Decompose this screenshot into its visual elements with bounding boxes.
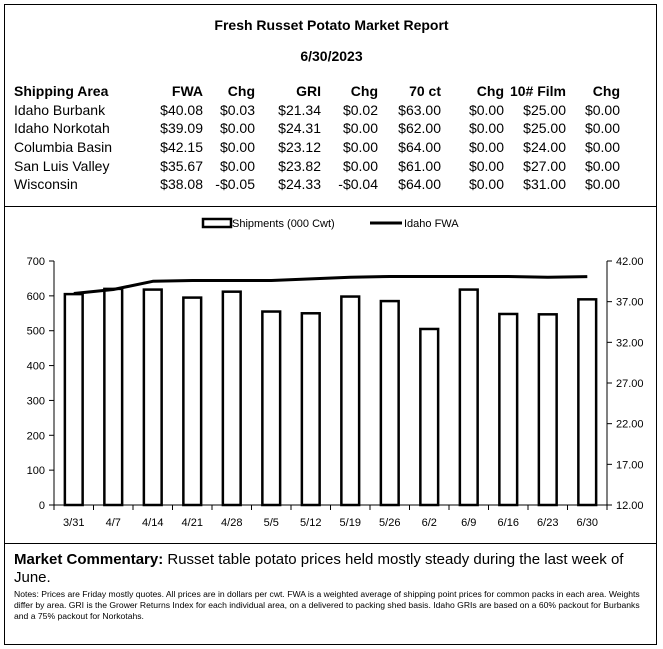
shipment-bars: [65, 289, 596, 505]
table-cell: $0.00: [219, 120, 255, 137]
x-tick-label: 5/26: [379, 517, 401, 529]
report-notes: Notes: Prices are Friday mostly quotes. All prices are in dollars per cwt. FWA is a weighted average of shipping point prices for common packs in each area. Weights differ by area. GRI is the Grower Returns Index for each individual area, on a delivered to packing shed basis. Idaho GRIs are based on a 60% packout for Burbanks and a 75% packout for Norkotahs.: [14, 589, 640, 621]
table-cell: Wisconsin: [14, 176, 78, 193]
table-cell: $0.00: [219, 157, 255, 174]
table-cell: $0.00: [584, 139, 620, 156]
report-title: Fresh Russet Potato Market Report: [214, 17, 449, 33]
table-cell: $0.00: [584, 101, 620, 118]
table-cell: $24.33: [278, 176, 321, 193]
x-tick-label: 6/9: [461, 517, 477, 529]
x-tick-label: 3/31: [63, 517, 85, 529]
y-left-tick-label: 600: [26, 290, 45, 303]
commentary-label: Market Commentary:: [14, 551, 164, 568]
table-cell: $0.00: [342, 139, 378, 156]
table-cell: $0.00: [584, 157, 620, 174]
table-cell: Idaho Burbank: [14, 101, 106, 118]
table-cell: $42.15: [160, 139, 203, 156]
table-cell: $0.00: [468, 157, 504, 174]
table-cell: $0.02: [342, 101, 378, 118]
table-cell: $27.00: [523, 157, 566, 174]
table-cell: $40.08: [160, 101, 203, 118]
x-tick-label: 5/12: [300, 517, 322, 529]
table-row: [14, 101, 620, 120]
report-date: 6/30/2023: [300, 48, 363, 64]
table-cell: $23.82: [278, 157, 321, 174]
column-header: Chg: [350, 83, 378, 100]
table-cell: $23.12: [278, 139, 321, 156]
y-right-tick-label: 12.00: [616, 500, 644, 512]
table-cell: $64.00: [398, 139, 441, 156]
table-cell: $64.00: [398, 176, 441, 193]
price-table: [14, 82, 620, 194]
y-left-tick-label: 500: [26, 325, 45, 338]
x-tick-label: 6/30: [576, 517, 598, 529]
y-right-tick-label: 37.00: [616, 296, 644, 309]
legend-label-shipments: Shipments (000 Cwt): [232, 218, 335, 230]
shipment-bar: [262, 312, 280, 505]
legend-swatch-shipments: [203, 219, 231, 227]
table-cell: $63.00: [398, 101, 441, 118]
table-cell: Idaho Norkotah: [14, 120, 110, 137]
x-tick-label: 6/23: [537, 517, 559, 529]
shipment-bar: [302, 313, 320, 505]
table-cell: $0.00: [584, 176, 620, 193]
table-cell: Columbia Basin: [14, 139, 113, 156]
table-row: [14, 175, 620, 194]
shipment-bar: [578, 299, 596, 505]
table-cell: $39.09: [160, 120, 203, 137]
market-commentary: [14, 551, 654, 587]
table-cell: $0.00: [468, 139, 504, 156]
shipment-bar: [381, 301, 399, 505]
y-right-tick-label: 17.00: [616, 459, 644, 472]
table-cell: $0.00: [342, 157, 378, 174]
shipments-fwa-chart: [4, 207, 657, 539]
shipment-bar: [341, 297, 359, 505]
x-tick-label: 5/5: [263, 517, 279, 529]
table-row: [14, 138, 620, 157]
x-tick-label: 4/21: [181, 517, 203, 529]
table-cell: $25.00: [523, 101, 566, 118]
column-header: FWA: [171, 83, 203, 100]
x-tick-label: 4/28: [221, 517, 243, 529]
y-right-tick-label: 32.00: [616, 337, 644, 350]
column-header: Chg: [476, 83, 504, 100]
x-tick-label: 6/2: [421, 517, 437, 529]
column-header: Chg: [592, 83, 620, 100]
x-tick-label: 4/14: [142, 517, 164, 529]
column-header: GRI: [296, 83, 321, 100]
y-left-tick-label: 200: [26, 430, 45, 443]
shipment-bar: [539, 314, 557, 505]
table-cell: $61.00: [398, 157, 441, 174]
table-cell: $31.00: [523, 176, 566, 193]
table-cell: $0.00: [584, 120, 620, 137]
table-cell: $38.08: [160, 176, 203, 193]
table-cell: $24.31: [278, 120, 321, 137]
table-row: [14, 119, 620, 138]
chart-legend: [203, 218, 459, 230]
column-header: Shipping Area: [14, 83, 109, 100]
y-left-tick-label: 700: [26, 256, 45, 268]
shipment-bar: [460, 290, 478, 505]
y-left-tick-label: 400: [26, 360, 45, 373]
legend-label-fwa: Idaho FWA: [404, 218, 459, 230]
shipment-bar: [183, 298, 201, 505]
x-tick-label: 4/7: [105, 517, 121, 529]
table-cell: $0.00: [342, 120, 378, 137]
y-right-tick-label: 42.00: [616, 256, 644, 268]
shipment-bar: [65, 294, 83, 505]
shipment-bar: [420, 329, 438, 505]
x-tick-label: 6/16: [497, 517, 519, 529]
y-left-tick-label: 0: [38, 500, 45, 512]
table-cell: $24.00: [523, 139, 566, 156]
shipment-bar: [223, 292, 241, 505]
table-cell: $0.00: [468, 101, 504, 118]
table-cell: -$0.05: [215, 176, 255, 193]
y-right-tick-label: 27.00: [616, 378, 644, 390]
shipment-bar: [144, 290, 162, 505]
column-header: 10# Film: [509, 83, 566, 100]
y-left-tick-label: 300: [26, 395, 45, 408]
table-cell: $0.00: [468, 176, 504, 193]
table-cell: San Luis Valley: [14, 157, 110, 174]
table-cell: $0.00: [468, 120, 504, 137]
column-header: Chg: [227, 83, 255, 100]
table-cell: $62.00: [398, 120, 441, 137]
table-cell: $35.67: [160, 157, 203, 174]
table-cell: $0.00: [219, 139, 255, 156]
table-row: [14, 156, 620, 175]
chart-bottom-divider: [4, 543, 657, 544]
commentary-text: Russet table potato prices held mostly steady during the last week of June.: [14, 551, 624, 586]
y-left-tick-label: 100: [26, 465, 45, 478]
column-header: 70 ct: [409, 83, 441, 100]
table-cell: $25.00: [523, 120, 566, 137]
x-tick-label: 5/19: [339, 517, 361, 529]
table-cell: -$0.04: [338, 176, 378, 193]
shipment-bar: [499, 314, 517, 505]
shipment-bar: [104, 289, 122, 505]
table-cell: $0.03: [219, 101, 255, 118]
price-table-header: [14, 82, 620, 101]
table-cell: $21.34: [278, 101, 321, 118]
y-right-tick-label: 22.00: [616, 418, 644, 431]
